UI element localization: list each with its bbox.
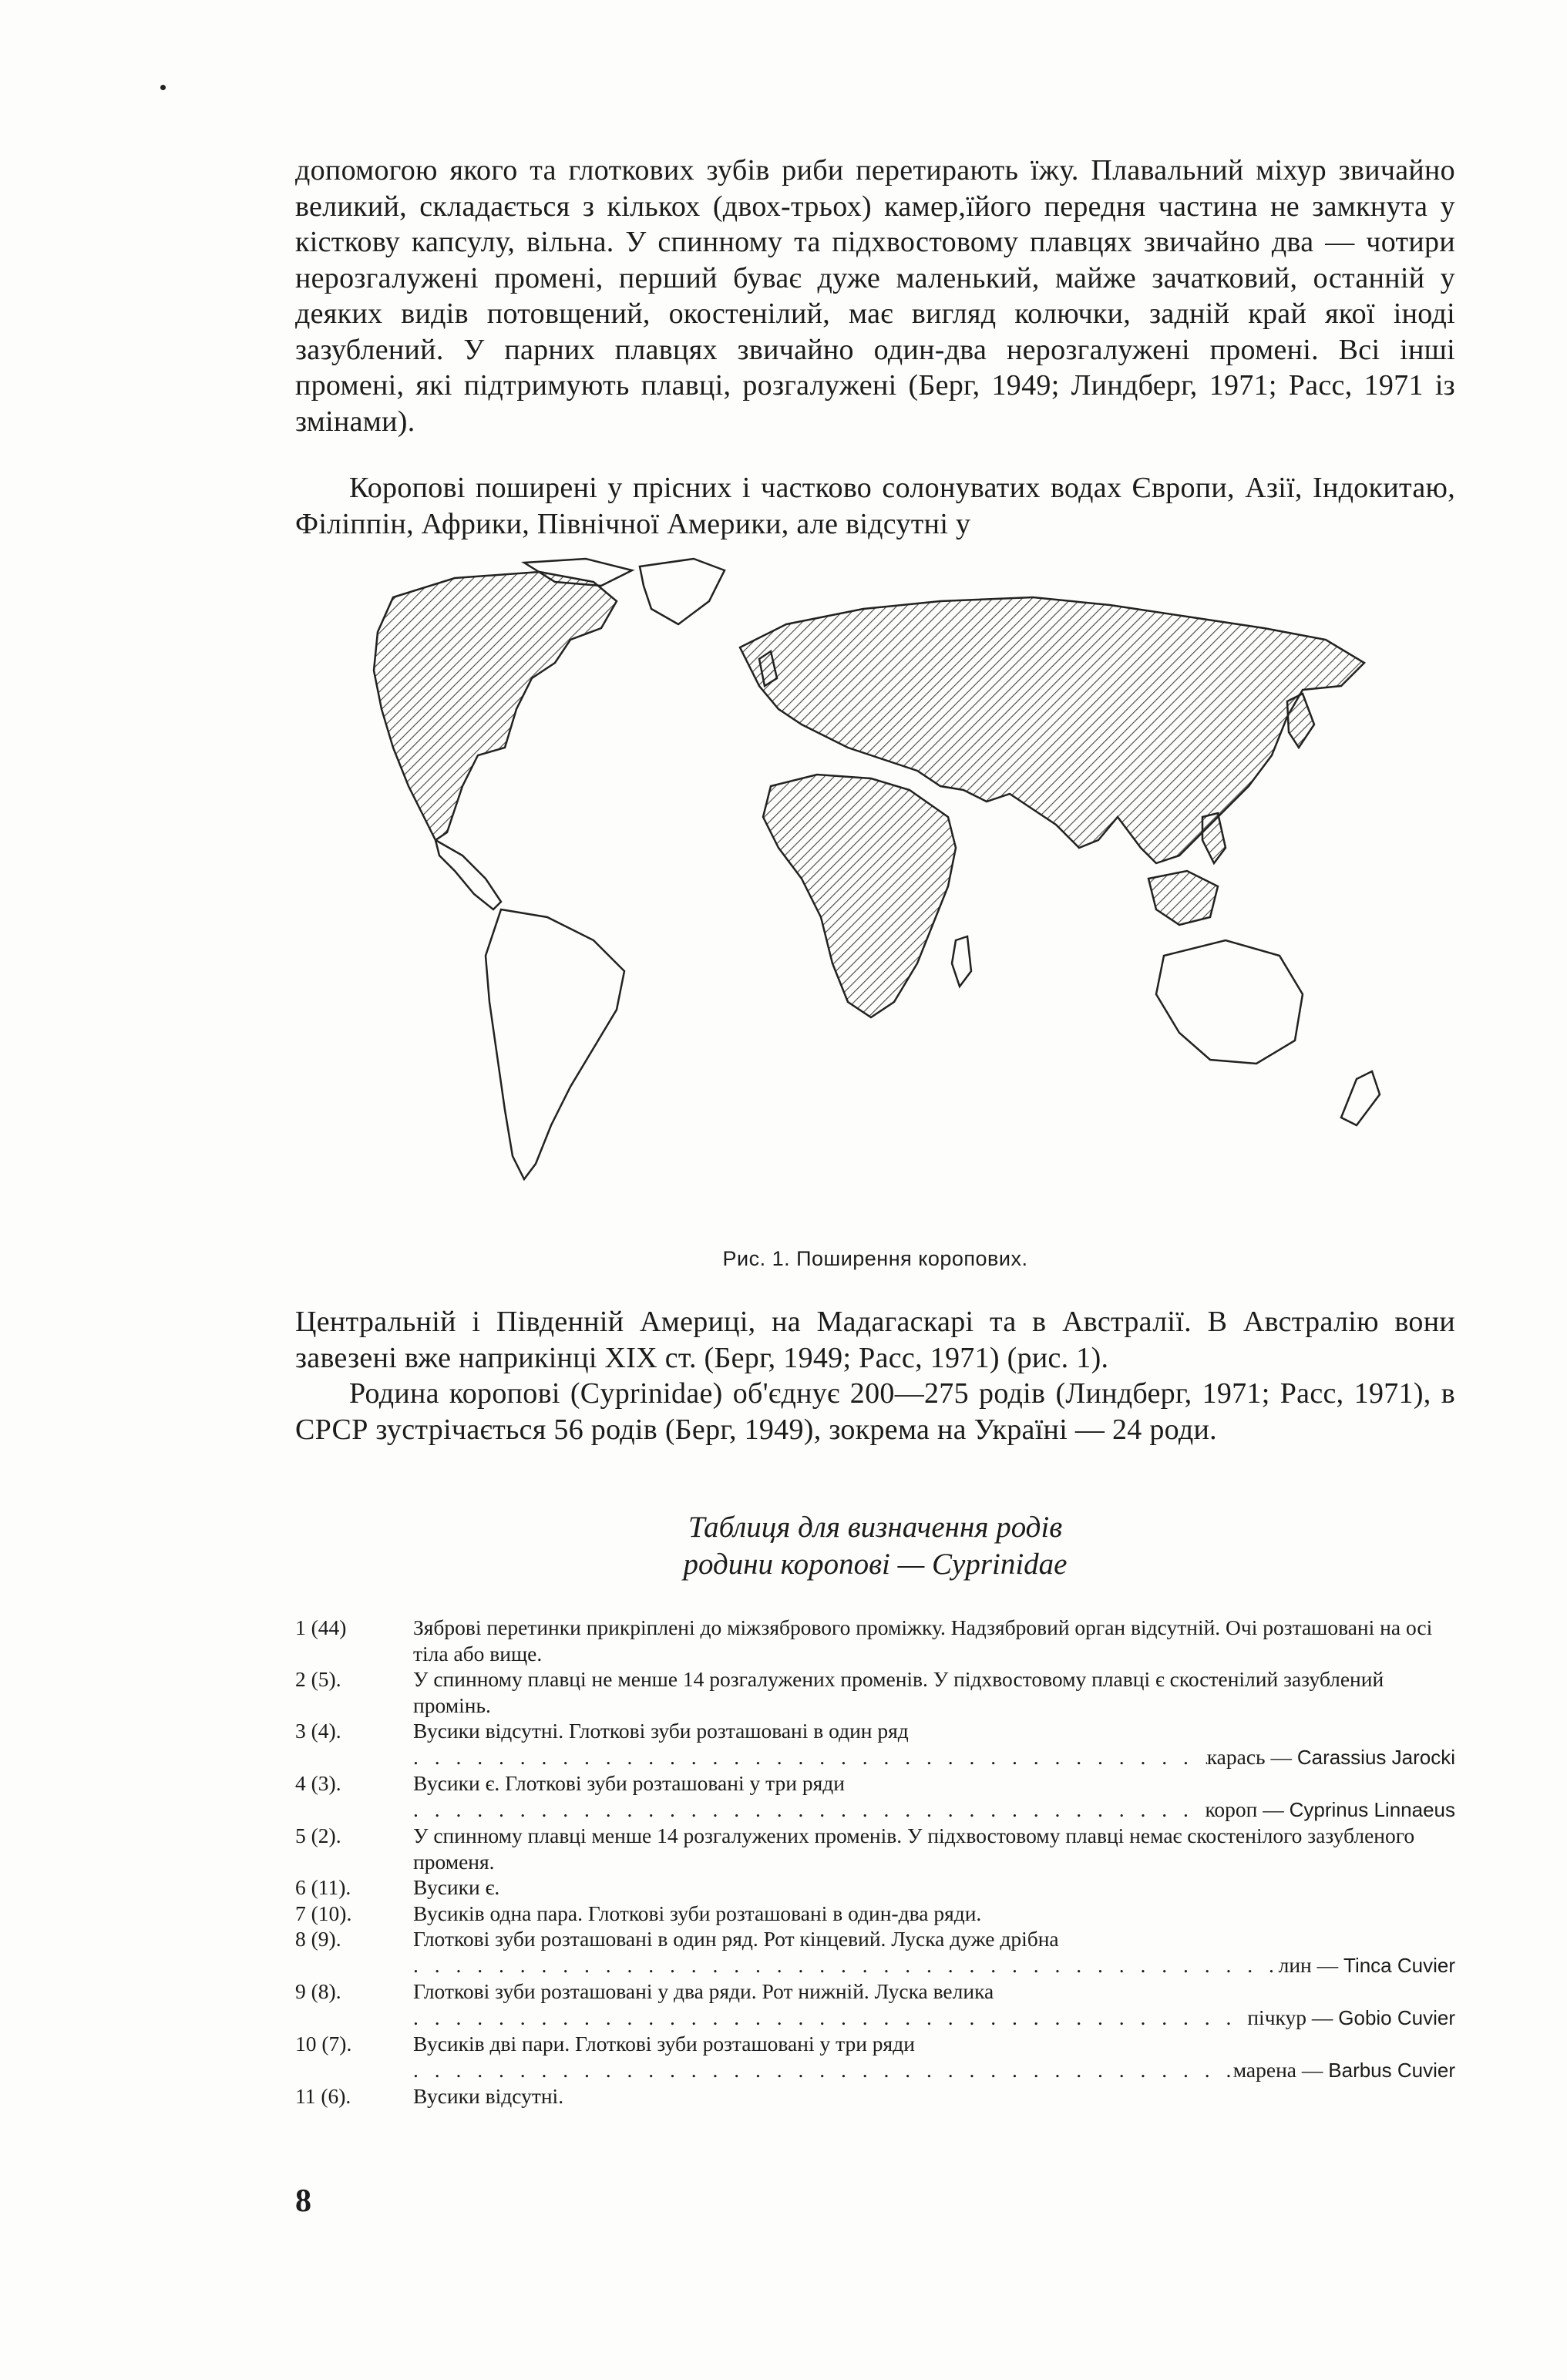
key-row bbox=[295, 1666, 1455, 1718]
key-row-number: 4 (3). bbox=[295, 1771, 341, 1795]
key-row bbox=[295, 1823, 1455, 1874]
key-row-number: 9 (8). bbox=[295, 1979, 341, 2003]
key-row-number: 3 (4). bbox=[295, 1719, 341, 1743]
australia bbox=[1156, 940, 1303, 1064]
madagascar bbox=[952, 936, 971, 987]
key-row-number: 8 (9). bbox=[295, 1927, 341, 1951]
paragraph-intro bbox=[295, 153, 1455, 439]
key-row-number: 11 (6). bbox=[295, 2084, 351, 2108]
key-row-number: 1 (44) bbox=[295, 1615, 347, 1639]
paragraph-text: Коропові поширені у прісних і частково солонуватих водах Європи, Азії, Індокитаю, Філіппін, Африки, Північної Америки, але відсутні у bbox=[295, 472, 1455, 540]
key-row-text: Зяброві перетинки прикріплені до міжзябрового проміжку. Надзябровий орган відсутній. Очі розташовані на осі тіла або вище. bbox=[413, 1615, 1433, 1666]
map-figure bbox=[339, 555, 1464, 1264]
table-title-line: Таблиця для визначення родів bbox=[688, 1511, 1063, 1544]
genus-line bbox=[295, 1952, 1455, 1979]
world-distribution-map bbox=[339, 555, 1464, 1264]
key-row bbox=[295, 1718, 1455, 1744]
southeast-asia-islands bbox=[1148, 871, 1218, 925]
identification-key bbox=[295, 1615, 1455, 2109]
greenland bbox=[640, 559, 725, 624]
genus-line bbox=[295, 2057, 1455, 2084]
south-america bbox=[486, 909, 624, 1179]
genus-name: короп — Cyprinus Linnaeus bbox=[1205, 1797, 1455, 1821]
philippines bbox=[1202, 813, 1226, 863]
paragraph-text: Центральній і Південній Америці, на Мадагаскарі та в Австралії. В Австралію вони завезені вже наприкінці XIX ст. (Берг, 1949; Расс, 1971) (рис. 1). bbox=[295, 1306, 1455, 1374]
key-row-number: 6 (11). bbox=[295, 1875, 351, 1899]
key-row-number: 5 (2). bbox=[295, 1824, 341, 1847]
africa-landmass bbox=[763, 775, 956, 1017]
key-row bbox=[295, 1901, 1455, 1927]
key-row-text: У спинному плавці менше 14 розгалужених променів. У підхвостовому плавці немає скостенілого зазубленого променя. bbox=[413, 1824, 1415, 1874]
key-row-text: Вусиків дві пари. Глоткові зуби розташовані у три ряди bbox=[413, 2032, 915, 2056]
key-row-number: 7 (10). bbox=[295, 1901, 352, 1925]
leader-dots bbox=[413, 2005, 1247, 2032]
key-row-text: Вусики є. Глоткові зуби розташовані у три ряди bbox=[413, 1771, 845, 1795]
key-row-text: Вусики відсутні. Глоткові зуби розташовані в один ряд bbox=[413, 1719, 909, 1743]
genus-name: пічкур — Gobio Cuvier bbox=[1247, 2005, 1455, 2029]
key-table-title bbox=[295, 1509, 1455, 1583]
paragraph-distribution bbox=[295, 470, 1455, 542]
key-row bbox=[295, 2083, 1455, 2109]
paragraph-text: Родина коропові (Cyprinidae) об'єднує 200—275 родів (Линдберг, 1971; Расс, 1971), в СРСР зустрічається 56 родів (Берг, 1949), зокрема на Україні — 24 роди. bbox=[295, 1377, 1455, 1446]
key-row-text: Вусики є. bbox=[413, 1875, 500, 1899]
key-row bbox=[295, 2031, 1455, 2057]
stray-mark bbox=[160, 85, 166, 90]
key-row-text: Глоткові зуби розташовані у два ряди. Рот нижній. Луска велика bbox=[413, 1979, 994, 2003]
key-row bbox=[295, 1615, 1455, 1666]
key-row-number: 2 (5). bbox=[295, 1667, 341, 1691]
key-row-text: Глоткові зуби розташовані в один ряд. Рот кінцевий. Луска дуже дрібна bbox=[413, 1927, 1059, 1951]
paragraph-text: допомогою якого та глоткових зубів риби перетирають їжу. Плавальний міхур звичайно великий, складається з кількох (двох-трьох) камер,їйого передня частина не замкнута у кісткову капсулу, вільна. У спинному та підхвостовому плавцях звичайно два — чотири нерозгалужені промені, перший буває дуже маленький, майже зачатковий, останній у деяких видів потовщений, окостенілий, має вигляд колючки, задній край якої іноді зазублений. У парних плавцях звичайно один-два нерозгалужені промені. Всі інші промені, які підтримують плавці, розгалужені (Берг, 1949; Линдберг, 1971; Расс, 1971 із змінами). bbox=[295, 154, 1455, 438]
genus-name: марена — Barbus Cuvier bbox=[1232, 2057, 1455, 2082]
central-america bbox=[435, 840, 501, 909]
key-row-text: Вусики відсутні. bbox=[413, 2084, 564, 2108]
leader-dots bbox=[413, 1952, 1279, 1979]
key-row bbox=[295, 1874, 1455, 1901]
key-row bbox=[295, 1926, 1455, 1952]
genus-name: карась — Carassius Jarocki bbox=[1206, 1744, 1455, 1769]
leader-dots bbox=[413, 2057, 1233, 2084]
table-title-line: родини коропові — Cyprinidae bbox=[683, 1548, 1068, 1581]
key-row-text: У спинному плавці не менше 14 розгалужених променів. У підхвостовому плавці є скостенілий зазублений промінь. bbox=[413, 1667, 1384, 1717]
genus-line bbox=[295, 1797, 1455, 1824]
paragraph-after-figure bbox=[295, 1304, 1455, 1447]
genus-line bbox=[295, 1744, 1455, 1771]
japan bbox=[1287, 694, 1314, 748]
page-number: 8 bbox=[295, 2183, 311, 2219]
figure-caption: Рис. 1. Поширення коропових. bbox=[722, 1247, 1028, 1270]
key-row-text: Вусиків одна пара. Глоткові зуби розташовані в один-два ряди. bbox=[413, 1901, 982, 1925]
key-row bbox=[295, 1770, 1455, 1797]
key-row bbox=[295, 1978, 1455, 2005]
genus-line bbox=[295, 2005, 1455, 2032]
genus-name: лин — Tinca Cuvier bbox=[1278, 1952, 1455, 1977]
new-zealand bbox=[1341, 1071, 1380, 1125]
leader-dots bbox=[413, 1744, 1207, 1771]
key-row-number: 10 (7). bbox=[295, 2032, 352, 2056]
leader-dots bbox=[413, 1797, 1205, 1824]
north-america-landmass bbox=[374, 572, 617, 840]
